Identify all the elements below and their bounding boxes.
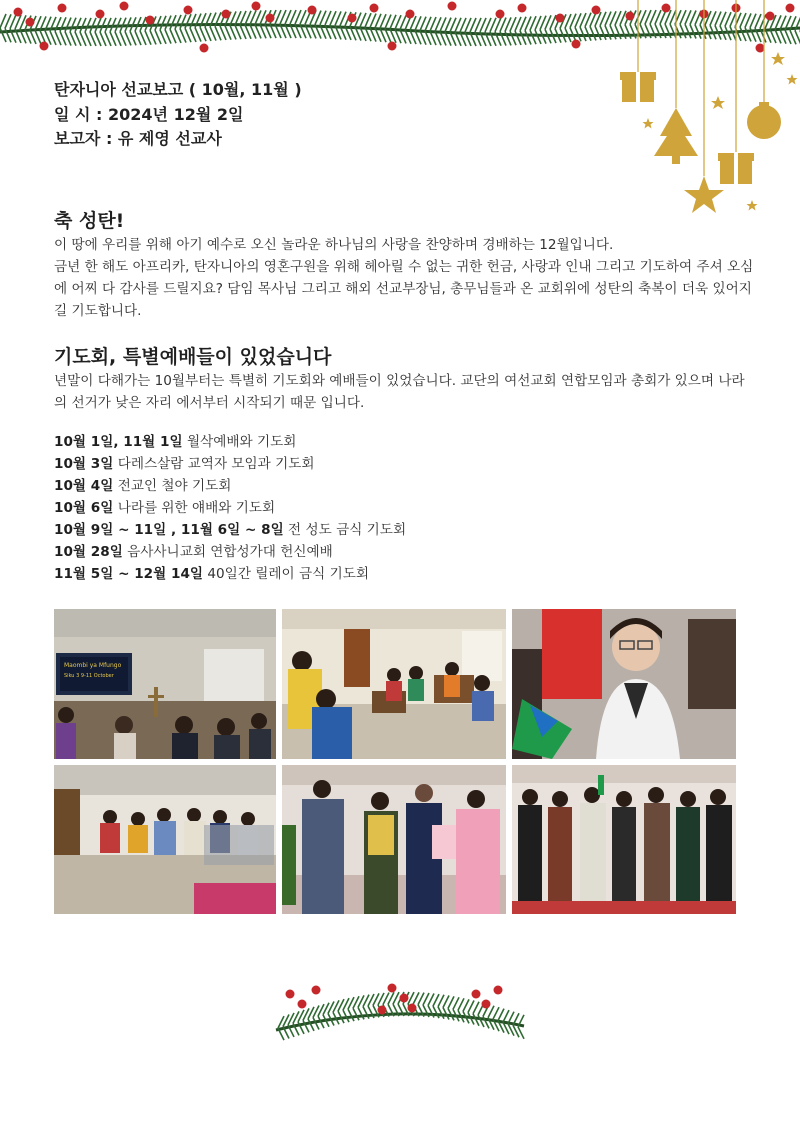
bauble-icon bbox=[747, 102, 781, 139]
event-item bbox=[54, 431, 406, 453]
event-list bbox=[54, 431, 406, 585]
christmas-heading: 축 성탄! bbox=[54, 210, 125, 232]
prayer-line: 년말이 다해가는 10월부터는 특별히 기도회와 예배들이 있었습니다. 교단의 여선교회 연합모임과 총회가 있으며 나라 bbox=[54, 373, 745, 389]
christmas-line: 에 어찌 다 감사를 드릴지요? 담임 목사님 그리고 해외 선교부장님, 총무님들과 온 교회위에 성탄의 축복이 더욱 있어지 bbox=[54, 281, 752, 297]
report-header bbox=[54, 78, 302, 152]
event-date: 10월 6일 bbox=[54, 500, 114, 516]
event-item bbox=[54, 453, 406, 475]
photo-pastors-meeting bbox=[282, 609, 506, 759]
event-item bbox=[54, 497, 406, 519]
event-item bbox=[54, 475, 406, 497]
event-date: 10월 1일, 11월 1일 bbox=[54, 434, 183, 450]
report-author: 보고자 : 유 제영 선교사 bbox=[54, 129, 222, 148]
gift-icon bbox=[620, 72, 656, 102]
event-desc: 음사사니교회 연합성가대 헌신예배 bbox=[122, 544, 333, 560]
gift-icon-2 bbox=[718, 153, 754, 184]
event-date: 10월 4일 bbox=[54, 478, 114, 494]
event-desc: 전 성도 금식 기도회 bbox=[283, 522, 407, 538]
event-item bbox=[54, 563, 406, 585]
report-date: 일 시 : 2024년 12월 2일 bbox=[54, 104, 244, 124]
photo-choir-group bbox=[512, 765, 736, 914]
event-desc: 다레스살람 교역자 모임과 기도회 bbox=[113, 456, 315, 472]
event-date: 10월 28일 bbox=[54, 544, 123, 560]
event-desc: 월삭예배와 기도회 bbox=[182, 434, 297, 450]
christmas-paragraph bbox=[54, 234, 799, 322]
prayer-line: 의 선거가 낮은 자리 에서부터 시작되기 때문 입니다. bbox=[54, 395, 365, 411]
prayer-paragraph bbox=[54, 370, 799, 414]
event-item bbox=[54, 519, 406, 541]
bottom-pine-garland bbox=[272, 980, 528, 1050]
event-desc: 40일간 릴레이 금식 기도회 bbox=[203, 566, 369, 582]
event-desc: 전교인 철야 기도회 bbox=[113, 478, 232, 494]
star-icon bbox=[684, 176, 724, 213]
event-date: 10월 3일 bbox=[54, 456, 114, 472]
hanging-ornaments bbox=[600, 0, 800, 240]
christmas-line: 길 기도합니다. bbox=[54, 303, 142, 319]
screen-title: Maombi ya Mfungo bbox=[64, 662, 122, 669]
photo-grid bbox=[54, 609, 736, 914]
event-desc: 나라를 위한 얘배와 기도회 bbox=[113, 500, 276, 516]
christmas-line: 금년 한 해도 아프리카, 탄자니아의 영혼구원을 위해 헤아릴 수 없는 귀한 헌금, 사랑과 인내 그리고 기도하여 주셔 오심 bbox=[54, 259, 754, 275]
event-date: 11월 5일 ~ 12월 14일 bbox=[54, 566, 204, 582]
report-title: 탄자니아 선교보고 ( 10월, 11월 ) bbox=[54, 80, 302, 99]
christmas-line: 이 땅에 우리를 위해 아기 예수로 오신 놀라운 하나님의 사랑을 찬양하며 경배하는 12월입니다. bbox=[54, 237, 614, 253]
photo-choir-dedication bbox=[282, 765, 506, 914]
prayer-heading: 기도회, 특별예배들이 있었습니다 bbox=[54, 346, 332, 368]
screen-subtitle: Siku 3 9-11 October bbox=[64, 673, 114, 679]
event-item bbox=[54, 541, 406, 563]
event-date: 10월 9일 ~ 11일 , 11월 6일 ~ 8일 bbox=[54, 522, 284, 538]
photo-prayer-meeting bbox=[54, 609, 276, 759]
photo-fasting-prayer bbox=[54, 765, 276, 914]
tree-icon bbox=[654, 108, 698, 164]
photo-worship-woman bbox=[512, 609, 736, 759]
